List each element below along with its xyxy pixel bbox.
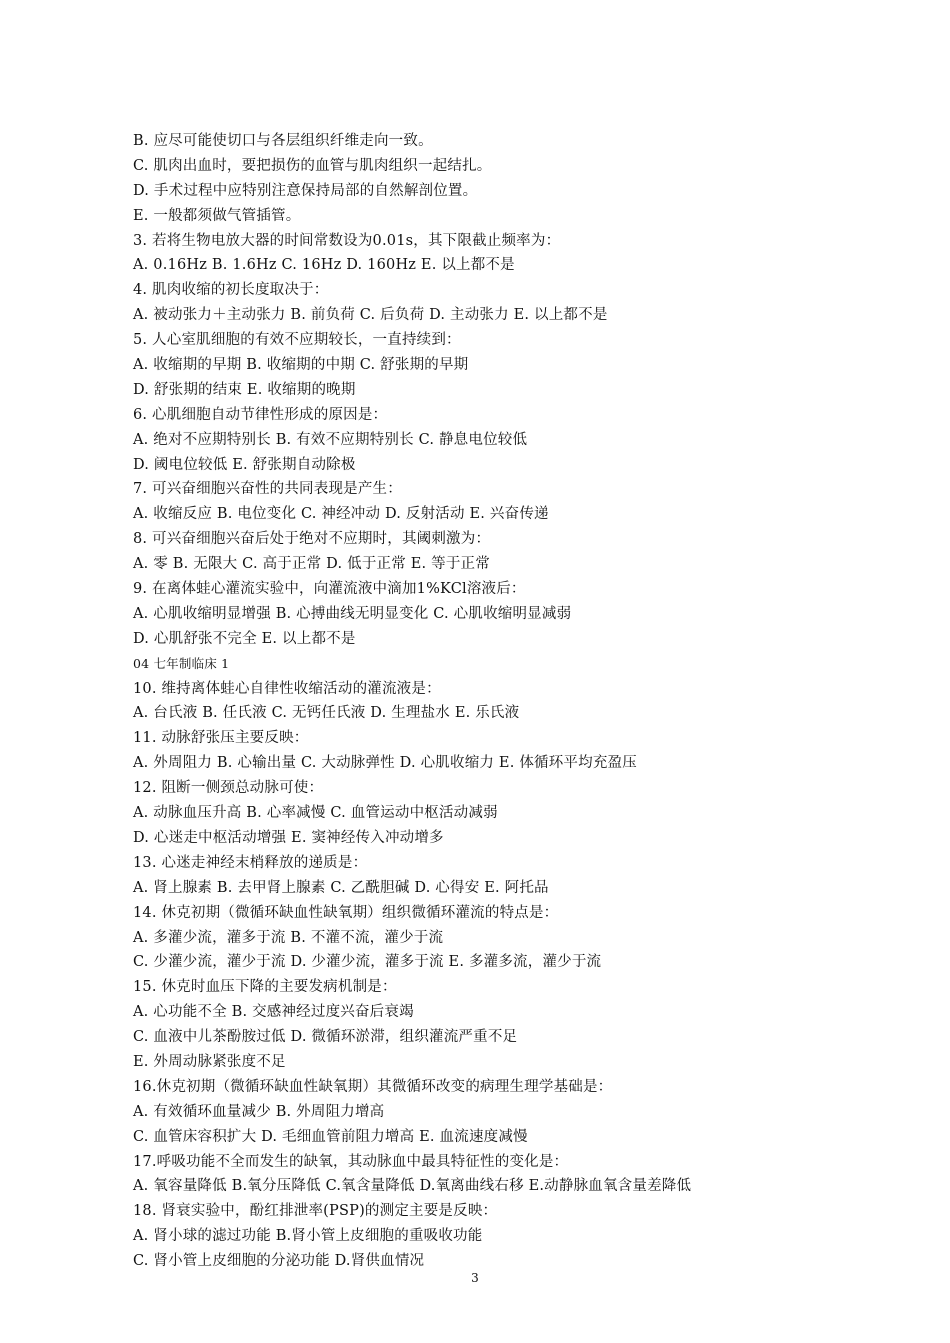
- text-line: 14. 休克初期（微循环缺血性缺氧期）组织微循环灌流的特点是：: [133, 904, 559, 921]
- text-line: C. 血管床容积扩大 D. 毛细血管前阻力增高 E. 血流速度减慢: [133, 1128, 528, 1145]
- page-number: 3: [471, 1271, 479, 1285]
- text-line: A. 绝对不应期特别长 B. 有效不应期特别长 C. 静息电位较低: [133, 431, 528, 448]
- text-line: 9. 在离体蛙心灌流实验中，向灌流液中滴加1%KCl溶液后：: [133, 581, 526, 598]
- text-line: A. 动脉血压升高 B. 心率减慢 C. 血管运动中枢活动减弱: [133, 805, 498, 822]
- question-text-block: [133, 129, 893, 1274]
- text-line: 3. 若将生物电放大器的时间常数设为0.01s，其下限截止频率为：: [133, 232, 561, 249]
- text-line: D. 阈电位较低 E. 舒张期自动除极: [133, 456, 356, 473]
- text-line: A. 零 B. 无限大 C. 高于正常 D. 低于正常 E. 等于正常: [133, 556, 490, 573]
- text-line: A. 肾小球的滤过功能 B.肾小管上皮细胞的重吸收功能: [133, 1228, 483, 1245]
- text-line: A. 台氏液 B. 任氏液 C. 无钙任氏液 D. 生理盐水 E. 乐氏液: [133, 705, 520, 722]
- text-line: D. 心肌舒张不完全 E. 以上都不是: [133, 630, 356, 647]
- text-line: A. 心肌收缩明显增强 B. 心搏曲线无明显变化 C. 心肌收缩明显减弱: [133, 605, 572, 622]
- text-line: A. 被动张力＋主动张力 B. 前负荷 C. 后负荷 D. 主动张力 E. 以上都不是: [133, 307, 608, 324]
- text-line: 13. 心迷走神经末梢释放的递质是：: [133, 854, 368, 871]
- text-line: A. 外周阻力 B. 心输出量 C. 大动脉弹性 D. 心肌收缩力 E. 体循环平均充盈压: [133, 755, 637, 772]
- section-label: 04 七年制临床 1: [133, 655, 230, 671]
- text-line: C. 少灌少流，灌少于流 D. 少灌少流，灌多于流 E. 多灌多流，灌少于流: [133, 954, 602, 971]
- text-line: 16.休克初期（微循环缺血性缺氧期）其微循环改变的病理生理学基础是：: [133, 1078, 613, 1095]
- text-line: 18. 肾衰实验中，酚红排泄率(PSP)的测定主要是反映：: [133, 1203, 498, 1220]
- text-line: 17.呼吸功能不全而发生的缺氧，其动脉血中最具特征性的变化是：: [133, 1153, 569, 1170]
- text-line: D. 心迷走中枢活动增强 E. 窦神经传入冲动增多: [133, 829, 444, 846]
- text-line: A. 氧容量降低 B.氧分压降低 C.氧含量降低 D.氧离曲线右移 E.动静脉血氧含量差降低: [133, 1178, 692, 1195]
- text-line: A. 多灌少流，灌多于流 B. 不灌不流，灌少于流: [133, 929, 444, 946]
- text-line: 10. 维持离体蛙心自律性收缩活动的灌流液是：: [133, 680, 441, 697]
- text-line: 6. 心肌细胞自动节律性形成的原因是：: [133, 406, 388, 423]
- text-line: 12. 阻断一侧颈总动脉可使：: [133, 780, 324, 797]
- text-line: A. 心功能不全 B. 交感神经过度兴奋后衰竭: [133, 1004, 414, 1021]
- text-line: 7. 可兴奋细胞兴奋性的共同表现是产生：: [133, 481, 402, 498]
- text-line: C. 血液中儿茶酚胺过低 D. 微循环淤滞，组织灌流严重不足: [133, 1029, 518, 1046]
- text-line: D. 舒张期的结束 E. 收缩期的晚期: [133, 381, 356, 398]
- text-line: E. 一般都须做气管插管。: [133, 207, 301, 224]
- text-line: A. 有效循环血量减少 B. 外周阻力增高: [133, 1103, 385, 1120]
- text-line: A. 收缩期的早期 B. 收缩期的中期 C. 舒张期的早期: [133, 357, 469, 374]
- text-line: B. 应尽可能使切口与各层组织纤维走向一致。: [133, 133, 433, 149]
- text-line: 5. 人心室肌细胞的有效不应期较长，一直持续到：: [133, 332, 461, 349]
- text-line: A. 0.16Hz B. 1.6Hz C. 16Hz D. 160Hz E. 以上都不是: [133, 257, 515, 274]
- text-line: C. 肾小管上皮细胞的分泌功能 D.肾供血情况: [133, 1253, 425, 1270]
- text-line: A. 收缩反应 B. 电位变化 C. 神经冲动 D. 反射活动 E. 兴奋传递: [133, 506, 549, 523]
- text-line: 8. 可兴奋细胞兴奋后处于绝对不应期时，其阈刺激为：: [133, 531, 491, 548]
- text-line: A. 肾上腺素 B. 去甲肾上腺素 C. 乙酰胆碱 D. 心得安 E. 阿托品: [133, 879, 549, 896]
- text-line: 4. 肌肉收缩的初长度取决于：: [133, 282, 329, 299]
- text-line: 11. 动脉舒张压主要反映：: [133, 730, 309, 747]
- text-line: E. 外周动脉紧张度不足: [133, 1053, 286, 1070]
- text-line: 15. 休克时血压下降的主要发病机制是：: [133, 979, 397, 996]
- text-line: C. 肌肉出血时，要把损伤的血管与肌肉组织一起结扎。: [133, 157, 492, 174]
- text-line: D. 手术过程中应特别注意保持局部的自然解剖位置。: [133, 182, 478, 199]
